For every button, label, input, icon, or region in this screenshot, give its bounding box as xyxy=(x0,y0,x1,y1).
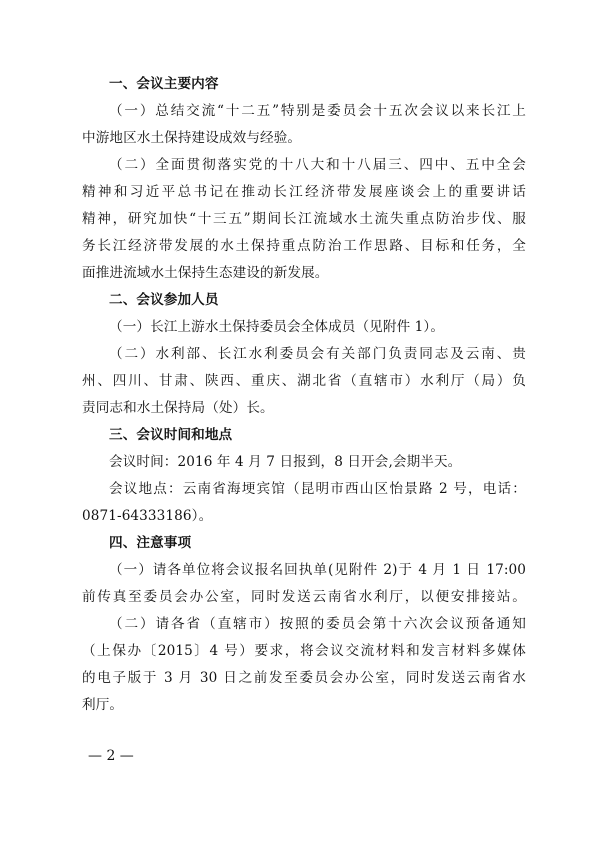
document-body xyxy=(82,74,526,722)
paragraph-line: 中游地区水土保持建设成效与经验。 xyxy=(82,130,302,146)
meeting-time: 会议时间：2016 年 4 月 7 日报到，8 日开会,会期半天。 xyxy=(109,454,462,470)
paragraph-line: 的电子版于 3 月 30 日之前发至委员会办公室，同时发送云南省水 xyxy=(82,670,526,686)
paragraph-line: （上保办〔2015〕4 号）要求，将会议交流材料和发言材料多媒体 xyxy=(82,643,526,659)
paragraph-line: 利厅。 xyxy=(82,697,124,713)
paragraph-line: 精神，研究加快“十三五”期间长江流域水土流失重点防治步伐、服 xyxy=(82,211,526,227)
paragraph-line: 前传真至委员会办公室，同时发送云南省水利厅，以便安排接站。 xyxy=(82,589,526,605)
paragraph-line: 面推进流域水土保持生态建设的新发展。 xyxy=(82,265,329,281)
section-heading-3: 三、会议时间和地点 xyxy=(109,427,233,443)
paragraph-line: 责同志和水土保持局（处）长。 xyxy=(82,400,274,416)
paragraph-line: 精神和习近平总书记在推动长江经济带发展座谈会上的重要讲话 xyxy=(82,184,526,200)
section-heading-1: 一、会议主要内容 xyxy=(109,76,219,92)
paragraph-line: （二）全面贯彻落实党的十八大和十八届三、四中、五中全会 xyxy=(109,157,526,173)
paragraph-line: （二）请各省（直辖市）按照的委员会第十六次会议预备通知 xyxy=(109,616,526,632)
paragraph-line: 州、四川、甘肃、陕西、重庆、湖北省（直辖市）水利厅（局）负 xyxy=(82,373,526,389)
meeting-phone: 0871-64333186）。 xyxy=(82,508,213,524)
page-number: — 2 — xyxy=(88,748,134,764)
paragraph-line: （二）水利部、长江水利委员会有关部门负责同志及云南、贵 xyxy=(109,346,526,362)
paragraph-line: （一）请各单位将会议报名回执单(见附件 2)于 4 月 1 日 17:00 xyxy=(109,562,526,578)
paragraph-line: （一）长江上游水土保持委员会全体成员（见附件 1）。 xyxy=(109,319,445,335)
section-heading-2: 二、会议参加人员 xyxy=(109,292,219,308)
section-heading-4: 四、注意事项 xyxy=(109,535,192,551)
paragraph-line: 务长江经济带发展的水土保持重点防治工作思路、目标和任务，全 xyxy=(82,238,526,254)
meeting-location: 会议地点：云南省海埂宾馆（昆明市西山区怡景路 2 号，电话： xyxy=(109,481,526,497)
paragraph-line: （一）总结交流“十二五”特别是委员会十五次会议以来长江上 xyxy=(109,103,526,119)
